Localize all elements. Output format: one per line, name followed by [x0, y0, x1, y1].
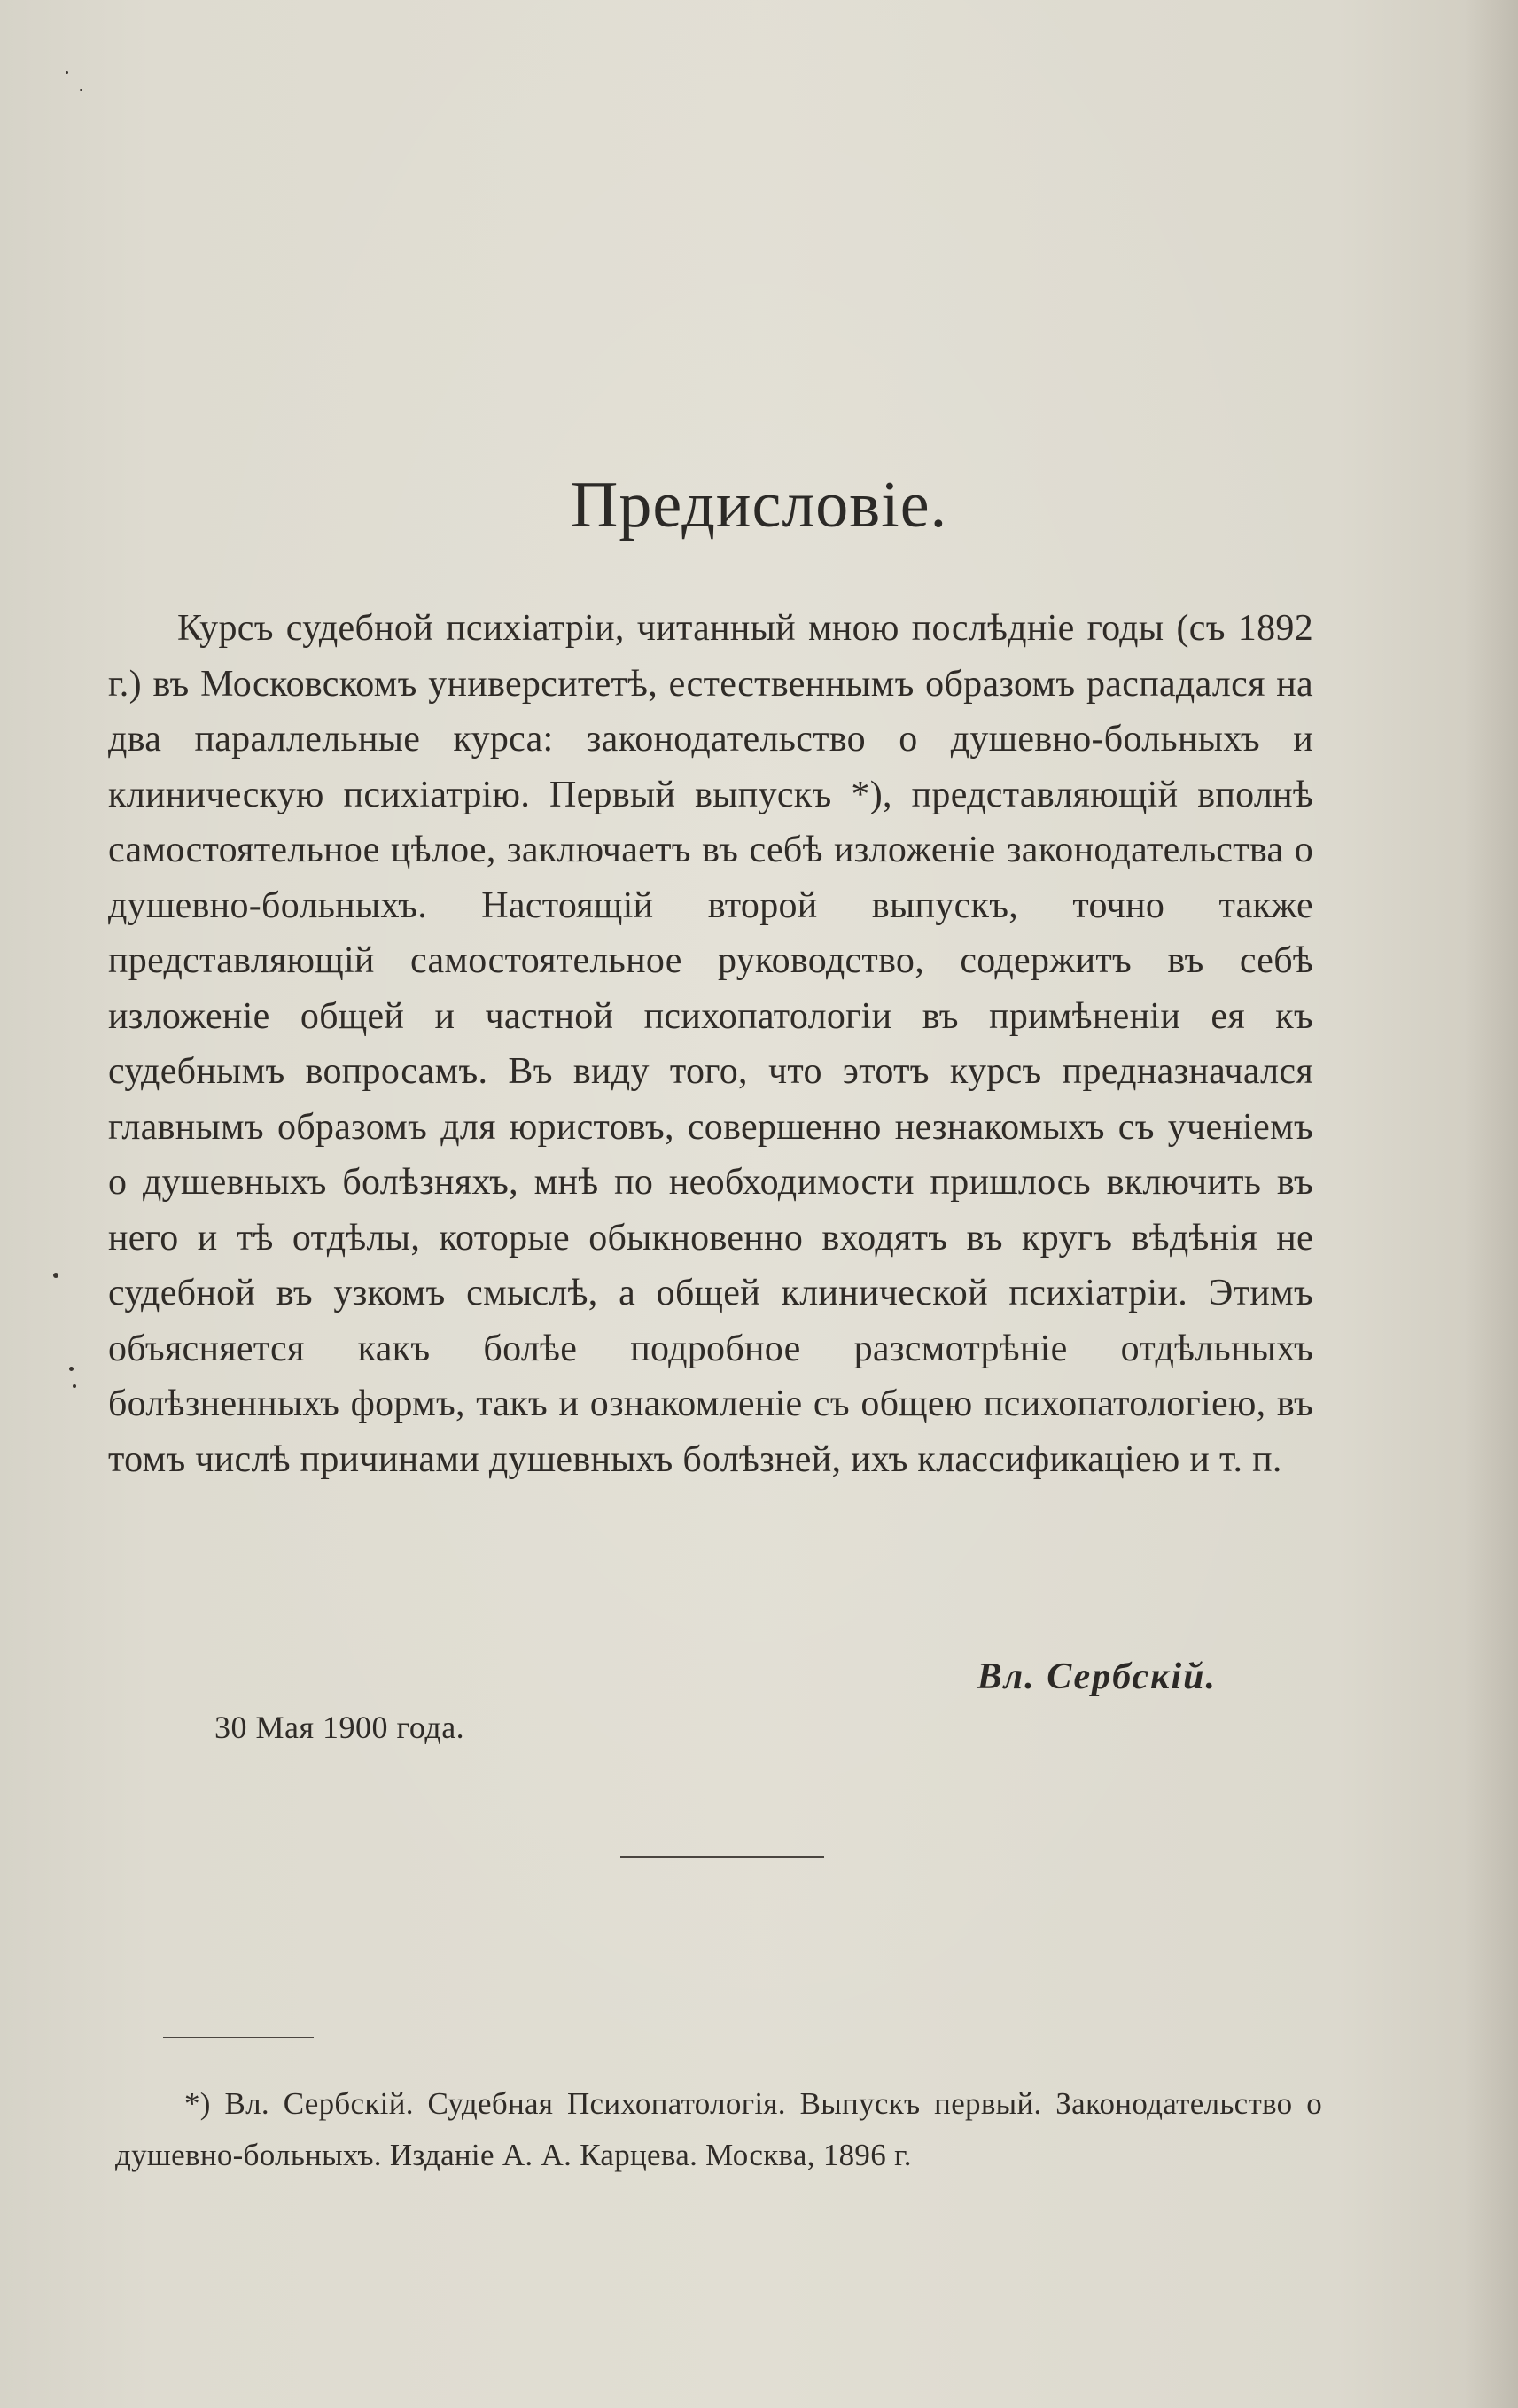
footnote: *) Вл. Сербскій. Судебная Психопатологія. Выпускъ первый. Законодательство о душевно-больныхъ. Изданіе А. А. Карцева. Москва, 1896 г. — [115, 2086, 1322, 2172]
ink-speck — [73, 1384, 76, 1388]
ink-speck — [53, 1273, 58, 1278]
preface-date: 30 Мая 1900 года. — [214, 1710, 465, 1745]
ink-speck — [66, 71, 68, 74]
page-edge-shadow — [1465, 0, 1518, 2408]
page-title: Предисловіе. — [570, 468, 948, 542]
footnote-rule — [163, 2037, 314, 2038]
author-signature: Вл. Сербскій. — [977, 1656, 1217, 1697]
section-divider — [620, 1856, 824, 1858]
ink-speck — [80, 89, 82, 91]
ink-speck — [69, 1367, 74, 1371]
preface-paragraph: Курсъ судебной психіатріи, читанный мною послѣдніе годы (съ 1892 г.) въ Московскомъ университетѣ, естественнымъ образомъ распадался на два параллельные курса: законодательство о душевно-больныхъ и клиническую психіатрію. Первый выпускъ *), представляющій вполнѣ самостоятельное цѣлое, заключаетъ въ себѣ изложеніе законодательства о душевно-больныхъ. Настоящій второй выпускъ, точно также представляющій самостоятельное руководство, содержитъ въ себѣ изложеніе общей и частной психопатологіи въ примѣненіи ея къ судебнымъ вопросамъ. Въ виду того, что этотъ курсъ предназначался главнымъ образомъ для юристовъ, совершенно незнакомыхъ съ ученіемъ о душевныхъ болѣзняхъ, мнѣ по необходимости пришлось включить въ него и тѣ отдѣлы, которые обыкновенно входятъ въ кругъ вѣдѣнія не судебной въ узкомъ смыслѣ, а общей клинической психіатріи. Этимъ объясняется какъ болѣе подробное разсмотрѣніе отдѣльныхъ болѣзненныхъ формъ, такъ и ознакомленіе съ общею психопатологіею, въ томъ числѣ причинами душевныхъ болѣзней, ихъ классификаціею и т. п. — [108, 608, 1313, 1480]
